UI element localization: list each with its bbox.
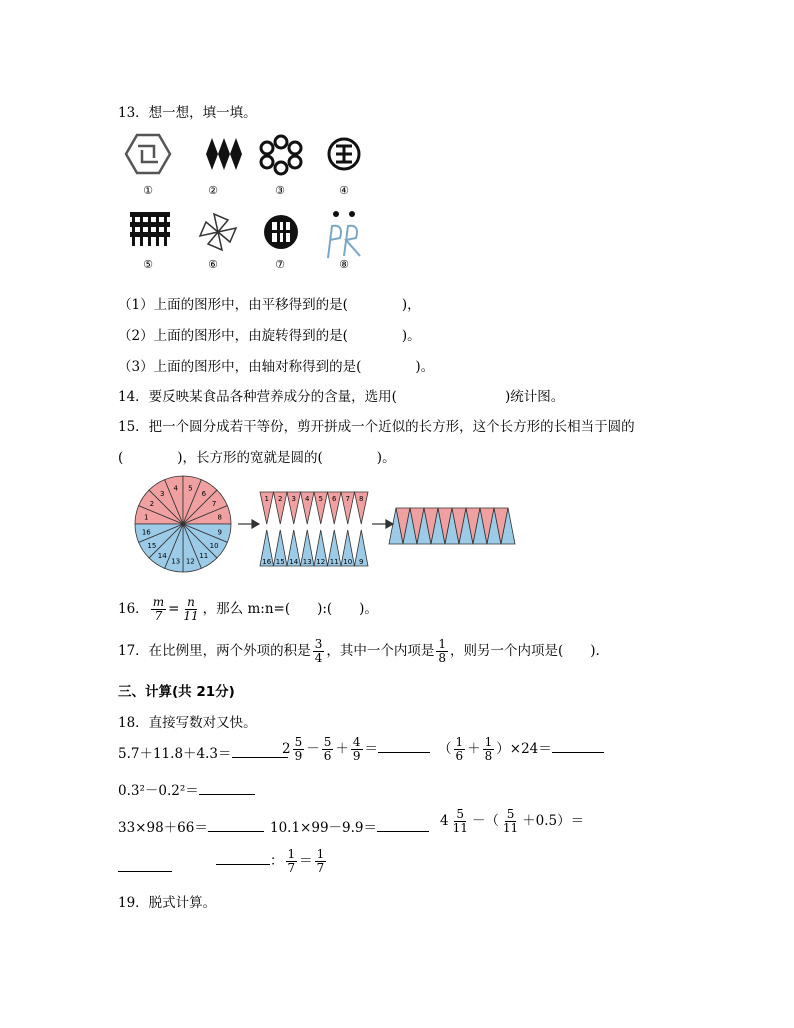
q18-expr-3 (438, 736, 604, 763)
q16-frac1-num: m (152, 595, 165, 609)
wedge-number: 16 (262, 558, 272, 566)
section-3-title: 三、计算(共 21分) (118, 684, 235, 700)
rearranged-strip-1 (260, 492, 368, 566)
op: ＝ (299, 853, 313, 869)
q17-part2: ，其中一个内项是 (326, 643, 435, 659)
sector-number: 3 (159, 489, 165, 498)
wedge-number: 10 (343, 558, 353, 566)
frac-num: 5 (456, 807, 465, 821)
frac-den: 8 (484, 749, 493, 763)
q15-circle-figure (128, 472, 518, 582)
frac-den: 11 (502, 821, 519, 835)
sector-number: 4 (173, 484, 178, 493)
q16-frac2-num: n (187, 595, 195, 609)
answer-blank[interactable] (377, 830, 429, 832)
sector-number: 12 (185, 557, 195, 566)
wedge-number: 1 (264, 495, 269, 503)
q13-title: 13．想一想，填一填。 (118, 105, 257, 121)
op: ： (270, 853, 284, 869)
frac-num: 1 (316, 847, 325, 861)
q16-line: 16． $\frac{m}{7}$ = $\frac{n}{11}$ ，那么 m:n=( ):( )。 (118, 595, 378, 623)
q18-expr-1 (118, 742, 288, 762)
figure-7-circle-logo (264, 215, 298, 249)
q17-frac2-den: 8 (438, 651, 446, 665)
frac-num: 1 (484, 735, 493, 749)
op: ＋ (335, 741, 349, 757)
frac-num: 1 (455, 735, 464, 749)
sector-number: 16 (141, 528, 151, 537)
wedge-number: 13 (302, 558, 312, 566)
figure-3-hexagon-ring (261, 136, 301, 174)
figure-4-bank-logo (329, 139, 359, 169)
op: ＋0.5）＝ (522, 813, 585, 829)
op: ＋ (467, 741, 481, 757)
figure-6-pinwheel (200, 214, 236, 250)
q17-part1: 17．在比例里，两个外项的积是 (118, 643, 311, 659)
wedge-number: 9 (359, 558, 364, 566)
op: ）×24＝ (496, 741, 552, 757)
q17-line (118, 638, 600, 665)
wedge-number: 3 (291, 495, 296, 503)
q18-expr-6-text: 10.1×99－9.9＝ (270, 820, 378, 836)
frac-den: 6 (323, 749, 332, 763)
answer-blank[interactable] (118, 870, 172, 872)
q16-frac2-den: 11 (183, 609, 199, 623)
q16-suffix: ，那么 m:n=( ):( )。 (202, 601, 378, 617)
frac-num: 5 (294, 735, 303, 749)
q18-expr-2 (282, 736, 430, 763)
sector-number: 6 (201, 489, 207, 498)
sector-number: 1 (144, 513, 149, 522)
wedge-number: 7 (345, 495, 350, 503)
figure-1-hex-spiral (126, 135, 170, 173)
q18-title: 18．直接写数对又快。 (118, 715, 257, 731)
q13-sub2: （2）上面的图形中，由旋转得到的是( )。 (118, 328, 421, 344)
wedge-number: 15 (275, 558, 285, 566)
frac-num: 1 (287, 847, 296, 861)
rearranged-strip-2 (389, 508, 515, 544)
arrow-2 (372, 520, 393, 528)
wedge-number: 11 (329, 558, 339, 566)
q17-frac1-num: 3 (314, 637, 323, 651)
answer-blank[interactable] (232, 756, 288, 758)
q13-sub3: （3）上面的图形中，由轴对称得到的是( )。 (118, 359, 435, 375)
q18-expr-5-text: 33×98＋66＝ (118, 820, 208, 836)
answer-blank[interactable] (216, 863, 270, 865)
q18-expr-2-whole: 2 (282, 741, 291, 757)
q18-expr-6 (270, 816, 429, 836)
sector-number: 13 (171, 557, 181, 566)
figure-label-4: ④ (339, 184, 349, 197)
op: － (306, 741, 320, 757)
q15-line1: 15．把一个圆分成若干等份，剪开拼成一个近似的长方形，这个长方形的长相当于圆的 (118, 419, 635, 435)
q17-frac1-den: 4 (314, 651, 323, 665)
frac-num: 5 (323, 735, 332, 749)
wedge-number: 14 (289, 558, 299, 566)
figure-5-people (130, 212, 170, 246)
q18-expr-1-text: 5.7＋11.8＋4.3＝ (118, 746, 232, 762)
q18-expr-7-whole: 4 (440, 813, 449, 829)
q16-prefix: 16． (118, 601, 149, 617)
figure-label-6: ⑥ (208, 258, 218, 271)
arrow-1 (238, 520, 259, 528)
answer-blank[interactable] (199, 793, 255, 795)
figure-label-2: ② (208, 184, 218, 197)
figure-label-3: ③ (275, 184, 285, 197)
answer-blank[interactable] (208, 830, 264, 832)
answer-blank[interactable] (552, 751, 604, 753)
sector-number: 5 (188, 484, 193, 493)
frac-den: 7 (287, 861, 296, 875)
sector-number: 8 (217, 513, 222, 522)
frac-den: 9 (352, 749, 361, 763)
q17-part3: ，则另一个内项是( ). (449, 643, 600, 659)
frac-num: 5 (506, 807, 515, 821)
sector-number: 7 (211, 500, 217, 509)
sector-number: 15 (147, 541, 157, 550)
sector-number: 9 (217, 528, 222, 537)
frac-num: 4 (352, 735, 361, 749)
sectored-circle (135, 476, 231, 572)
answer-blank[interactable] (378, 751, 430, 753)
q18-expr-7 (440, 808, 584, 835)
q18-expr-4 (118, 779, 255, 799)
sector-number: 2 (149, 500, 155, 509)
q19-title: 19．脱式计算。 (118, 895, 217, 911)
q17-frac2-num: 1 (438, 637, 446, 651)
q15-line2: ( )，长方形的宽就是圆的( )。 (118, 450, 396, 466)
q18-expr-4-text: 0.3²－0.2²＝ (118, 783, 199, 799)
frac-den: 6 (455, 749, 464, 763)
q13-sub1: （1）上面的图形中，由平移得到的是( )， (118, 297, 421, 313)
frac-den: 11 (452, 821, 468, 835)
frac-den: 9 (294, 749, 303, 763)
wedge-number: 2 (278, 495, 283, 503)
q16-frac1-den: 7 (154, 609, 163, 623)
sector-number: 14 (157, 552, 167, 561)
q18-expr-7-answer (118, 860, 172, 876)
figure-label-8: ⑧ (339, 258, 349, 271)
wedge-number: 5 (318, 495, 323, 503)
sector-number: 10 (209, 541, 219, 550)
frac-den: 7 (316, 861, 325, 875)
op: －（ (471, 813, 499, 829)
wedge-number: 12 (316, 558, 326, 566)
q18-expr-8 (216, 848, 328, 875)
figure-label-7: ⑦ (275, 258, 285, 271)
figure-2-diamonds (206, 138, 242, 170)
figure-8-letters (328, 211, 360, 258)
figure-label-1: ① (143, 184, 153, 197)
wedge-number: 4 (305, 495, 310, 503)
op: ＝ (364, 741, 379, 757)
wedge-number: 6 (332, 495, 337, 503)
q14-text: 14．要反映某食品各种营养成分的含量，选用( )统计图。 (118, 389, 565, 405)
q18-expr-5 (118, 816, 264, 836)
sector-number: 11 (199, 552, 209, 561)
figure-label-5: ⑤ (143, 258, 153, 271)
wedge-number: 8 (359, 495, 364, 503)
op: （ (438, 741, 452, 757)
